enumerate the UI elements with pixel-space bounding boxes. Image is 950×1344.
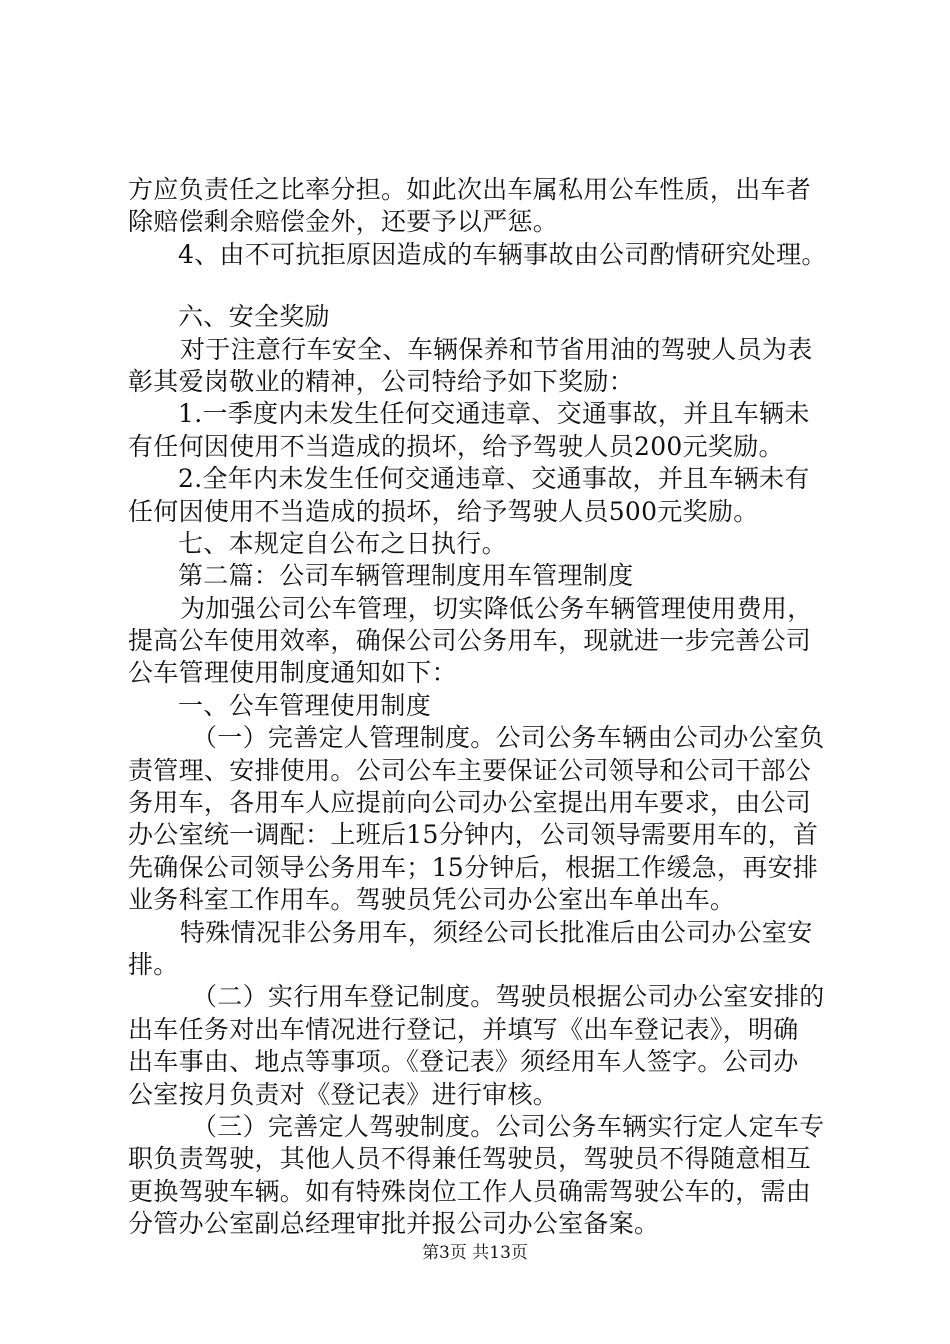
paragraph-line: 任何因使用不当造成的损坏，给予驾驶人员500元奖励。 xyxy=(128,496,759,526)
chapter-heading: 第二篇：公司车辆管理制度用车管理制度 xyxy=(178,561,634,591)
paragraph-line: （三）完善定人驾驶制度。公司公务车辆实行定人定车专 xyxy=(192,1111,825,1141)
paragraph-line: 责管理、安排使用。公司公车主要保证公司领导和公司干部公 xyxy=(128,755,812,785)
paragraph-line: 4、由不可抗拒原因造成的车辆事故由公司酌情研究处理。 xyxy=(178,239,827,269)
document-body xyxy=(128,174,838,1241)
paragraph-line: 方应负责任之比率分担。如此次出车属私用公车性质，出车者 xyxy=(128,175,812,204)
paragraph-line: 对于注意行车安全、车辆保养和节省用油的驾驶人员为表 xyxy=(180,334,813,364)
paragraph-line: 业务科室工作用车。驾驶员凭公司办公室出车单出车。 xyxy=(128,885,736,915)
paragraph-gap xyxy=(128,271,838,301)
paragraph-line: 办公室统一调配：上班后15分钟内，公司领导需要用车的，首 xyxy=(128,820,819,850)
paragraph-line: 1.一季度内未发生任何交通违章、交通事故，并且车辆未 xyxy=(178,399,810,429)
paragraph-line: 更换驾驶车辆。如有特殊岗位工作人员确需驾驶公车的，需由 xyxy=(128,1176,812,1206)
section-heading: 七、本规定自公布之日执行。 xyxy=(178,528,507,558)
paragraph-line: 2.全年内未发生任何交通违章、交通事故，并且车辆未有 xyxy=(178,464,810,494)
section-heading: 一、公车管理使用制度 xyxy=(178,690,432,720)
paragraph-line: 先确保公司领导公务用车；15分钟后，根据工作缓急，再安排 xyxy=(128,852,819,882)
paragraph-line: 除赔偿剩余赔偿金外，还要予以严惩。 xyxy=(128,207,559,237)
paragraph-line: 出车任务对出车情况进行登记，并填写《出车登记表》，明确 xyxy=(128,1014,799,1044)
paragraph-line: 务用车，各用车人应提前向公司办公室提出用车要求，由公司 xyxy=(128,788,812,818)
paragraph-line: 彰其爱岗敬业的精神，公司特给予如下奖励： xyxy=(128,366,635,396)
paragraph-line: 有任何因使用不当造成的损坏，给予驾驶人员200元奖励。 xyxy=(128,431,784,461)
paragraph-line: 出车事由、地点等事项。《登记表》须经用车人签字。公司办 xyxy=(128,1047,799,1077)
paragraph-line: 排。 xyxy=(128,949,179,979)
paragraph-line: 特殊情况非公务用车，须经公司长批准后由公司办公室安 xyxy=(180,917,813,947)
paragraph-line: （一）完善定人管理制度。公司公务车辆由公司办公室负 xyxy=(192,723,825,753)
paragraph-line: 提高公车使用效率，确保公司公务用车，现就进一步完善公司 xyxy=(128,626,812,656)
paragraph-line: 分管办公室副总经理审批并报公司办公室备案。 xyxy=(128,1209,660,1239)
paragraph-line: （二）实行用车登记制度。驾驶员根据公司办公室安排的 xyxy=(192,982,825,1012)
section-heading: 六、安全奖励 xyxy=(178,302,330,332)
paragraph-line: 为加强公司公车管理，切实降低公务车辆管理使用费用， xyxy=(180,593,813,623)
paragraph-line: 公室按月负责对《登记表》进行审核。 xyxy=(128,1079,559,1109)
page-number: 第3页 共13页 xyxy=(422,1243,528,1263)
paragraph-line: 公车管理使用制度通知如下： xyxy=(128,658,457,688)
paragraph-line: 职负责驾驶，其他人员不得兼任驾驶员，驾驶员不得随意相互 xyxy=(128,1144,812,1174)
